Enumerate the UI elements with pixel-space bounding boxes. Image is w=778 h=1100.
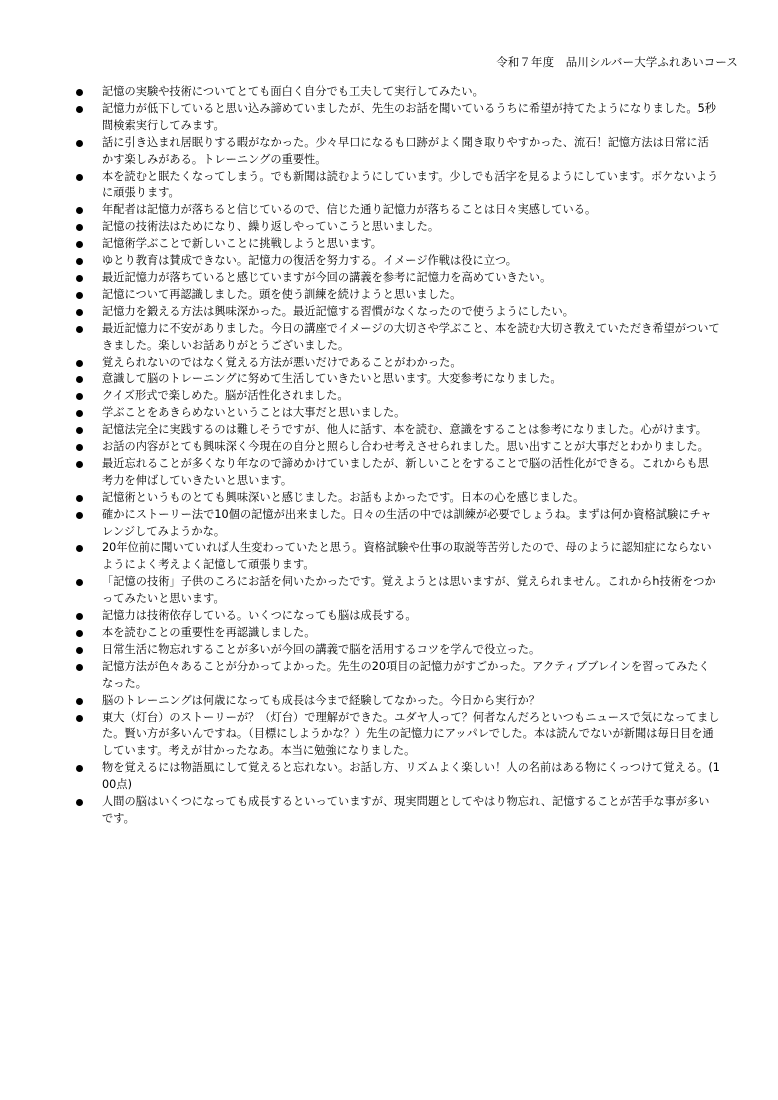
comment-item bbox=[72, 625, 720, 642]
bullet-icon bbox=[76, 376, 83, 383]
comment-text: 物を覚えるには物語風にして覚えると忘れない。お話し方、リズムよく楽しい！人の名前はある物にくっつけて覚える。(100点) bbox=[102, 761, 720, 792]
comment-item bbox=[72, 540, 720, 574]
comment-item bbox=[72, 456, 720, 490]
comment-text: 記憶方法が色々あることが分かってよかった。先生の20項目の記憶力がすごかった。アクティブブレインを習ってみたくなった。 bbox=[102, 659, 710, 690]
comment-item bbox=[72, 388, 720, 405]
comment-item bbox=[72, 693, 720, 710]
comment-text: 意識して脳のトレーニングに努めて生活していきたいと思います。大変参考になりました。 bbox=[102, 372, 562, 386]
comment-item bbox=[72, 304, 720, 321]
bullet-icon bbox=[76, 207, 83, 214]
bullet-icon bbox=[76, 393, 83, 400]
comment-text: 最近記憶力が落ちていると感じていますが今回の講義を参考に記憶力を高めていきたい。 bbox=[102, 270, 552, 284]
bullet-icon bbox=[76, 309, 83, 316]
comment-text: 最近記憶力に不安がありました。今日の講座でイメージの大切さや学ぶこと、本を読む大切さ教えていただき希望がついてきました。楽しいお話ありがとうございました。 bbox=[102, 321, 720, 352]
comment-text: 記憶について再認識しました。頭を使う訓練を続けようと思いました。 bbox=[102, 287, 462, 301]
comment-item bbox=[72, 794, 720, 828]
comment-text: 記憶法完全に実践するのは難しそうですが、他人に話す、本を読む、意識をすることは参考になりました。心がけます。 bbox=[102, 423, 708, 437]
bullet-icon bbox=[76, 89, 83, 96]
comment-item bbox=[72, 659, 720, 693]
bullet-icon bbox=[76, 698, 83, 705]
comment-text: お話の内容がとても興味深く今現在の自分と照らし合わせ考えさせられました。思い出すことが大事だとわかりました。 bbox=[102, 440, 709, 454]
comment-item bbox=[72, 270, 720, 287]
comment-item bbox=[72, 490, 720, 507]
comment-item bbox=[72, 710, 720, 761]
comment-item bbox=[72, 84, 720, 101]
comment-text: 記憶力を鍛える方法は興味深かった。最近記憶する習慣がなくなったので使うようにしたい。 bbox=[102, 304, 574, 318]
comment-item bbox=[72, 355, 720, 372]
comment-text: 年配者は記憶力が落ちると信じているので、信じた通り記憶力が落ちることは日々実感している。 bbox=[102, 203, 597, 217]
comment-text: 最近忘れることが多くなり年なので諦めかけていましたが、新しいことをすることで脳の活性化ができる。これからも思考力を伸ばしていきたいと思います。 bbox=[102, 456, 709, 487]
comment-text: 覚えられないのではなく覚える方法が悪いだけであることがわかった。 bbox=[102, 355, 462, 369]
comment-text: 東大（灯台）のストーリーが？（灯台）で理解ができた。ユダヤ人って？何者なんだろといつもニュースで気になってました。賢い方が多いんですね。（目標にしようかな？）先生の記憶力にアッパレでした。本は読んでないが新聞は毎日目を通しています。考えが甘かったなあ。本当に勉強になりました。 bbox=[102, 710, 720, 758]
bullet-icon bbox=[76, 326, 83, 333]
comment-item bbox=[72, 219, 720, 236]
bullet-icon bbox=[76, 664, 83, 671]
comment-text: 話に引き込まれ居眠りする暇がなかった。少々早口になるも口跡がよく聞き取りやすかった、流石！記憶方法は日常に活かす楽しみがある。トレーニングの重要性。 bbox=[102, 135, 709, 166]
comment-text: 日常生活に物忘れすることが多いが今回の講義で脳を活用するコツを学んで役立った。 bbox=[102, 642, 541, 656]
comment-item bbox=[72, 287, 720, 304]
comment-text: 「記憶の技術」子供のころにお話を伺いたかったです。覚えようとは思いますが、覚えられません。これからh技術をつかってみたいと思います。 bbox=[102, 575, 716, 606]
comment-text: 記憶の技術法はためになり、繰り返しやっていこうと思いました。 bbox=[102, 220, 440, 234]
comment-item bbox=[72, 253, 720, 270]
bullet-icon bbox=[76, 224, 83, 231]
bullet-icon bbox=[76, 140, 83, 147]
bullet-icon bbox=[76, 613, 83, 620]
bullet-icon bbox=[76, 258, 83, 265]
bullet-icon bbox=[76, 106, 83, 113]
comment-item bbox=[72, 422, 720, 439]
comment-text: 脳のトレーニングは何歳になっても成長は今まで経験してなかった。今日から実行か？ bbox=[102, 693, 541, 707]
comment-text: 学ぶことをあきらめないということは大事だと思いました。 bbox=[102, 406, 406, 420]
comment-item bbox=[72, 405, 720, 422]
comment-text: クイズ形式で楽しめた。脳が活性化されました。 bbox=[102, 389, 349, 403]
comment-text: 記憶力が低下していると思い込み諦めていましたが、先生のお話を聞いているうちに希望が持てたようになりました。5秒間検索実行してみます。 bbox=[102, 101, 716, 132]
bullet-icon bbox=[76, 512, 83, 519]
comment-text: 20年位前に聞いていれば人生変わっていたと思う。資格試験や仕事の取説等苦労したので、母のように認知症にならないようによく考えよく記憶して頑張ります。 bbox=[102, 541, 712, 572]
comment-text: 人間の脳はいくつになっても成長するといっていますが、現実問題としてやはり物忘れ、記憶することが苦手な事が多いです。 bbox=[102, 795, 710, 825]
bullet-icon bbox=[76, 174, 83, 181]
comment-item bbox=[72, 574, 720, 608]
bullet-icon bbox=[76, 427, 83, 434]
comment-item bbox=[72, 608, 720, 625]
comment-item bbox=[72, 371, 720, 388]
comment-text: 記憶の実験や技術についてとても面白く自分でも工夫して実行してみたい。 bbox=[102, 85, 484, 98]
bullet-icon bbox=[76, 292, 83, 299]
bullet-icon bbox=[76, 410, 83, 417]
bullet-icon bbox=[76, 275, 83, 282]
bullet-icon bbox=[76, 715, 83, 722]
comment-item bbox=[72, 101, 720, 135]
comment-item bbox=[72, 135, 720, 169]
bullet-icon bbox=[76, 495, 83, 502]
comment-text: 記憶力は技術依存している。いくつになっても脳は成長する。 bbox=[102, 609, 417, 623]
comment-item bbox=[72, 202, 720, 219]
comment-text: 本を読むことの重要性を再認識しました。 bbox=[102, 626, 316, 639]
comment-item bbox=[72, 169, 720, 203]
comment-item bbox=[72, 439, 720, 456]
comment-item bbox=[72, 760, 720, 794]
bullet-icon bbox=[76, 579, 83, 586]
comment-text: 記憶術というものとても興味深いと感じました。お話もよかったです。日本の心を感じました。 bbox=[102, 490, 585, 504]
comment-item bbox=[72, 507, 720, 541]
bullet-icon bbox=[76, 630, 83, 637]
comment-text: ゆとり教育は賛成できない。記憶力の復活を努力する。イメージ作戦は役に立つ。 bbox=[102, 254, 518, 268]
bullet-icon bbox=[76, 461, 83, 468]
bullet-icon bbox=[76, 545, 83, 552]
bullet-icon bbox=[76, 799, 83, 806]
comment-item bbox=[72, 321, 720, 355]
bullet-icon bbox=[76, 647, 83, 654]
comment-text: 本を読むと眠たくなってしまう。でも新聞は読むようにしています。少しでも活字を見るようにしています。ボケないように頑張ります。 bbox=[102, 169, 719, 200]
bullet-icon bbox=[76, 444, 83, 451]
bullet-icon bbox=[76, 765, 83, 772]
comment-text: 記憶術学ぶことで新しいことに挑戦しようと思います。 bbox=[102, 237, 383, 251]
course-header: 令和７年度 品川シルバー大学ふれあいコース bbox=[496, 55, 738, 69]
comment-text: 確かにストーリー法で10個の記憶が出来ました。日々の生活の中では訓練が必要でしょうね。まずは何か資格試験にチャレンジしてみようかな。 bbox=[102, 507, 712, 538]
comment-item bbox=[72, 642, 720, 659]
bullet-icon bbox=[76, 241, 83, 248]
bullet-icon bbox=[76, 360, 83, 367]
comment-item bbox=[72, 236, 720, 253]
comment-list bbox=[72, 84, 720, 828]
